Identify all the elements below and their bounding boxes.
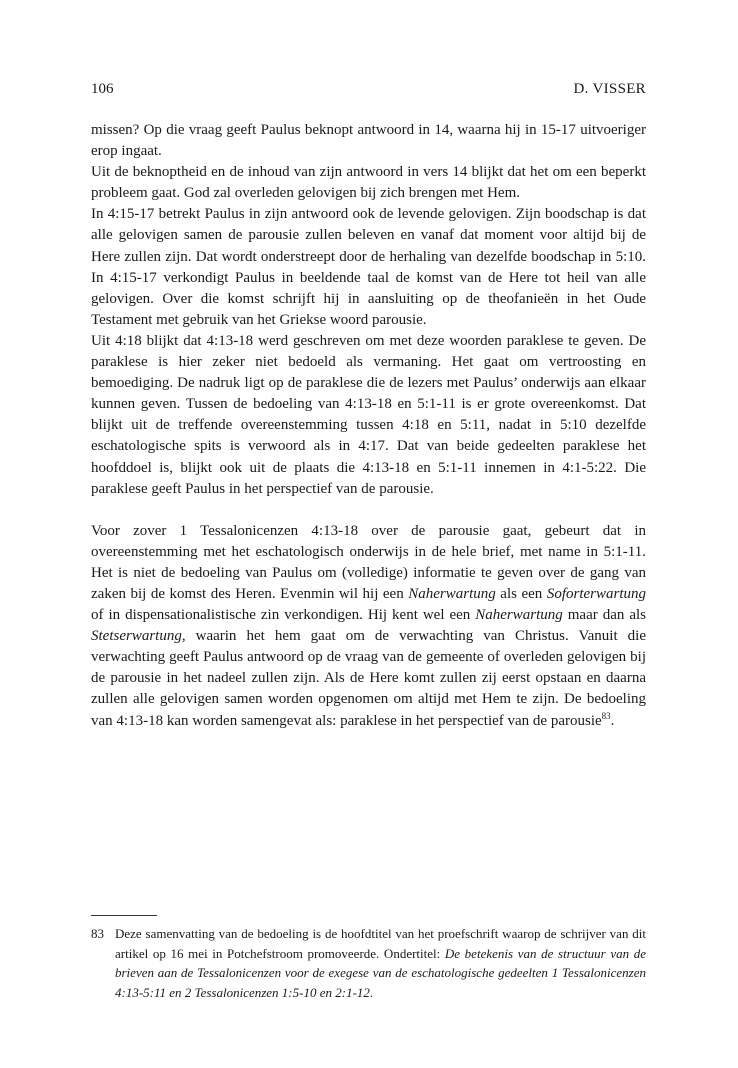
paragraph	[91, 162, 646, 204]
article-body	[91, 120, 646, 732]
footnote-reference: 83	[601, 710, 611, 721]
text-run: missen? Op die vraag geeft Paulus beknopt antwoord in 14, waarna hij in 15-17 uitvoeriger erop ingaat.	[91, 122, 646, 160]
footnote-separator	[91, 915, 157, 916]
italic-term: Stetserwartung	[91, 628, 182, 645]
running-head-author: D. VISSER	[573, 81, 646, 97]
text-run: maar dan als	[562, 607, 646, 624]
text-run: , waarin het hem gaat om de verwachting van Christus. Vanuit die verwachting geeft Paulus antwoord op de vraag van de gemeente of overleden gelovigen bij de parousie in het nadeel zullen zijn. Als de Here komt zullen zij eerst opstaan en daarna zullen alle gelovigen samen worden opgenomen om altijd met Hem te zijn. De bedoeling van 4:13-18 kan worden samengevat als: paraklese in het perspectief van de parousie	[91, 628, 646, 729]
text-run: Uit de beknoptheid en de inhoud van zijn antwoord in vers 14 blijkt dat het om een beperkt probleem gaat. God zal overleden gelovigen bij zich brengen met Hem.	[91, 164, 646, 202]
text-run: .	[610, 712, 615, 729]
italic-term: Soforterwartung	[546, 585, 647, 602]
italic-term: Naherwartung	[408, 585, 496, 602]
footnote-text	[115, 924, 646, 1002]
text-run: of in dispensationalistische zin verkondigen. Hij kent wel een	[91, 607, 476, 624]
paragraph	[91, 204, 646, 331]
running-header	[91, 78, 646, 100]
italic-term: De betekenis van de structuur van de brieven aan de Tessalonicenzen voor de exegese van de eschatologische gedeelten 1 Tessalonicenzen 4:13-5:11 en 2 Tessalonicenzen 1:5-10 en 2:1-12	[115, 945, 646, 1000]
text-run: Voor zover 1 Tessalonicenzen 4:13-18 over de parousie gaat, gebeurt dat in overeenstemming met het eschatologisch onderwijs in de hele brief, met name in 5:1-11. Het is niet de bedoeling van Paulus om (volledige) informatie te geven over de gang van zaken bij de komst des Heren. Evenmin wil hij een	[91, 522, 646, 602]
text-run: als een	[495, 585, 547, 602]
footnote-number: 83	[91, 926, 104, 941]
text-run: .	[369, 984, 374, 1000]
paragraph	[91, 521, 646, 732]
paragraph	[91, 120, 646, 162]
text-run: Deze samenvatting van de bedoeling is de hoofdtitel van het proefschrift waarop de schrijver van dit artikel op 16 mei in Potchefstroom promoveerde. Ondertitel:	[115, 926, 646, 961]
text-run: Uit 4:18 blijkt dat 4:13-18 werd geschreven om met deze woorden paraklese te geven. De paraklese is hier zeker niet bedoeld als vermaning. Het gaat om vertroosting en bemoediging. De nadruk ligt op de paraklese die de lezers met Paulus’ onderwijs aan elkaar kunnen geven. Tussen de bedoeling van 4:13-18 en 5:1-11 is er grote overeenkomst. Dat blijkt uit de treffende overeenstemming tussen 4:18 en 5:11, nadat in 5:10 dezelfde eschatologische spits is verwoord als in 4:17. Dat van beide gedeelten paraklese het hoofddoel is, blijkt ook uit de plaats die 4:13-18 en 5:1-11 innemen in 4:1-5:22. Die paraklese geeft Paulus in het perspectief van de parousie.	[91, 332, 646, 497]
paragraph	[91, 331, 646, 500]
italic-term: Naherwartung	[475, 607, 563, 624]
text-run: In 4:15-17 betrekt Paulus in zijn antwoord ook de levende gelovigen. Zijn boodschap is dat alle gelovigen samen de parousie zullen beleven en vanaf dat moment voor altijd bij de Here zullen zijn. Dat wordt onderstreept door de herhaling van dezelfde boodschap in 5:10. In 4:15-17 verkondigt Paulus in beeldende taal de komst van de Here tot heil van alle gelovigen. Over die komst schrijft hij in aansluiting op de theofanieën in het Oude Testament met gebruik van het Griekse woord parousie.	[91, 206, 646, 328]
footnote	[91, 924, 646, 1002]
page-number: 106	[91, 81, 114, 97]
